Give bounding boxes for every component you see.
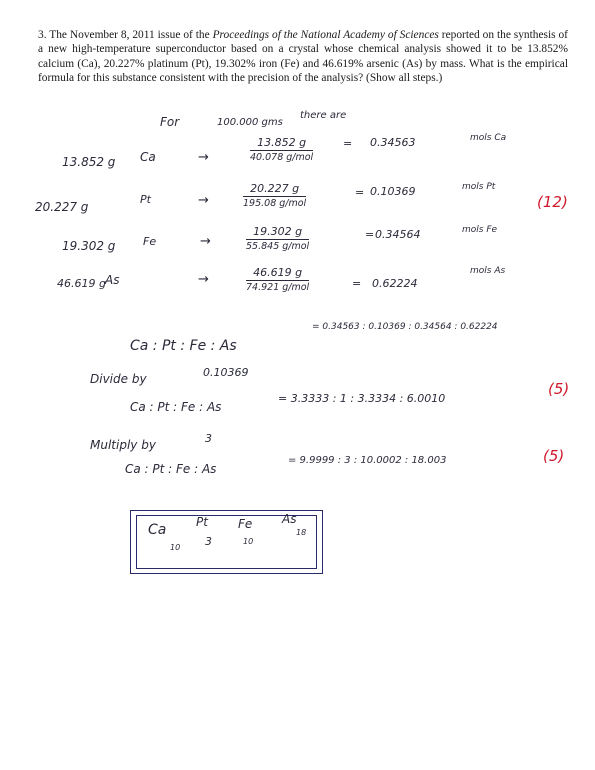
row-fe-denominator: 55.845 g/mol	[246, 241, 310, 252]
answer-fe: Fe	[238, 517, 253, 531]
row-pt-result: 0.10369	[370, 185, 416, 198]
row-pt-unit: mols Pt	[462, 182, 496, 192]
row-ca-numerator: 13.852 g	[250, 136, 313, 151]
row-fe-element: Fe	[143, 235, 157, 248]
answer-as-subscript: 18	[296, 528, 307, 537]
row-ca-result: 0.34563	[370, 136, 416, 149]
row-as-unit: mols As	[470, 266, 506, 276]
answer-pt-subscript: 3	[205, 535, 212, 548]
row-as-equals: =	[352, 277, 362, 290]
work-intro-for: For	[160, 115, 180, 129]
arrow-icon: →	[198, 193, 209, 208]
score-mark-1: (12)	[537, 193, 568, 211]
multiplied-values: = 9.9999 : 3 : 10.0002 : 18.003	[288, 455, 447, 466]
multiplied-label: Ca : Pt : Fe : As	[125, 462, 217, 476]
multiply-label: Multiply by	[90, 438, 156, 452]
ratio-values: = 0.34563 : 0.10369 : 0.34564 : 0.62224	[312, 322, 498, 332]
answer-as: As	[282, 512, 297, 526]
row-as-result: 0.62224	[372, 277, 418, 290]
divided-label: Ca : Pt : Fe : As	[130, 400, 222, 414]
row-pt-element: Pt	[140, 193, 151, 206]
question-intro: The November 8, 2011 issue of the	[49, 29, 210, 41]
row-fe-result: 0.34564	[375, 228, 421, 241]
row-ca-element: Ca	[140, 150, 156, 164]
row-fe-numerator: 19.302 g	[246, 225, 309, 240]
row-as-denominator: 74.921 g/mol	[246, 282, 310, 293]
row-pt-numerator: 20.227 g	[243, 182, 306, 197]
work-intro-mass: 100.000 gms	[217, 117, 283, 128]
row-pt-denominator: 195.08 g/mol	[243, 198, 307, 209]
question-body: reported on the synthesis of a new high-temperature superconductor based on a crystal whose chemical analysis showed it to be 13.852% calcium (Ca), 20.227% platinum (Pt), 19.302% iron (Fe) and 46.619% arsenic (As) by mass. What is the empirical formula for this substance consistent with the precision of the analysis? (Show all steps.)	[38, 29, 568, 85]
row-as-fraction	[246, 266, 309, 293]
row-as-numerator: 46.619 g	[246, 266, 309, 281]
row-as-element: As	[105, 273, 120, 287]
row-as-mass: 46.619 g	[57, 277, 106, 290]
row-pt-equals: =	[355, 186, 365, 199]
row-fe-mass: 19.302 g	[62, 239, 116, 253]
score-mark-3: (5)	[543, 447, 565, 465]
question-number: 3.	[38, 29, 47, 41]
answer-fe-subscript: 10	[243, 537, 254, 546]
row-ca-equals: =	[343, 137, 353, 150]
arrow-icon: →	[198, 272, 209, 287]
journal-name: Proceedings of the National Academy of Sciences	[212, 29, 439, 41]
row-pt-fraction	[243, 182, 306, 209]
answer-ca-subscript: 10	[170, 543, 181, 552]
score-mark-2: (5)	[548, 380, 570, 398]
arrow-icon: →	[198, 150, 209, 165]
row-fe-fraction	[246, 225, 309, 252]
answer-pt: Pt	[196, 515, 208, 529]
answer-ca: Ca	[148, 522, 167, 538]
divide-label: Divide by	[90, 372, 147, 386]
divide-value: 0.10369	[203, 366, 249, 379]
multiply-value: 3	[205, 432, 212, 445]
question-text	[38, 28, 568, 86]
divided-values: = 3.3333 : 1 : 3.3334 : 6.0010	[278, 392, 446, 405]
arrow-icon: →	[200, 234, 211, 249]
row-pt-mass: 20.227 g	[35, 200, 89, 214]
row-ca-fraction	[250, 136, 313, 163]
row-fe-unit: mols Fe	[462, 225, 498, 235]
work-intro-there: there are	[300, 110, 347, 121]
row-fe-equals: =	[365, 228, 375, 241]
row-ca-unit: mols Ca	[470, 133, 507, 143]
row-ca-mass: 13.852 g	[62, 155, 116, 169]
row-ca-denominator: 40.078 g/mol	[250, 152, 314, 163]
ratio-label: Ca : Pt : Fe : As	[130, 338, 237, 354]
